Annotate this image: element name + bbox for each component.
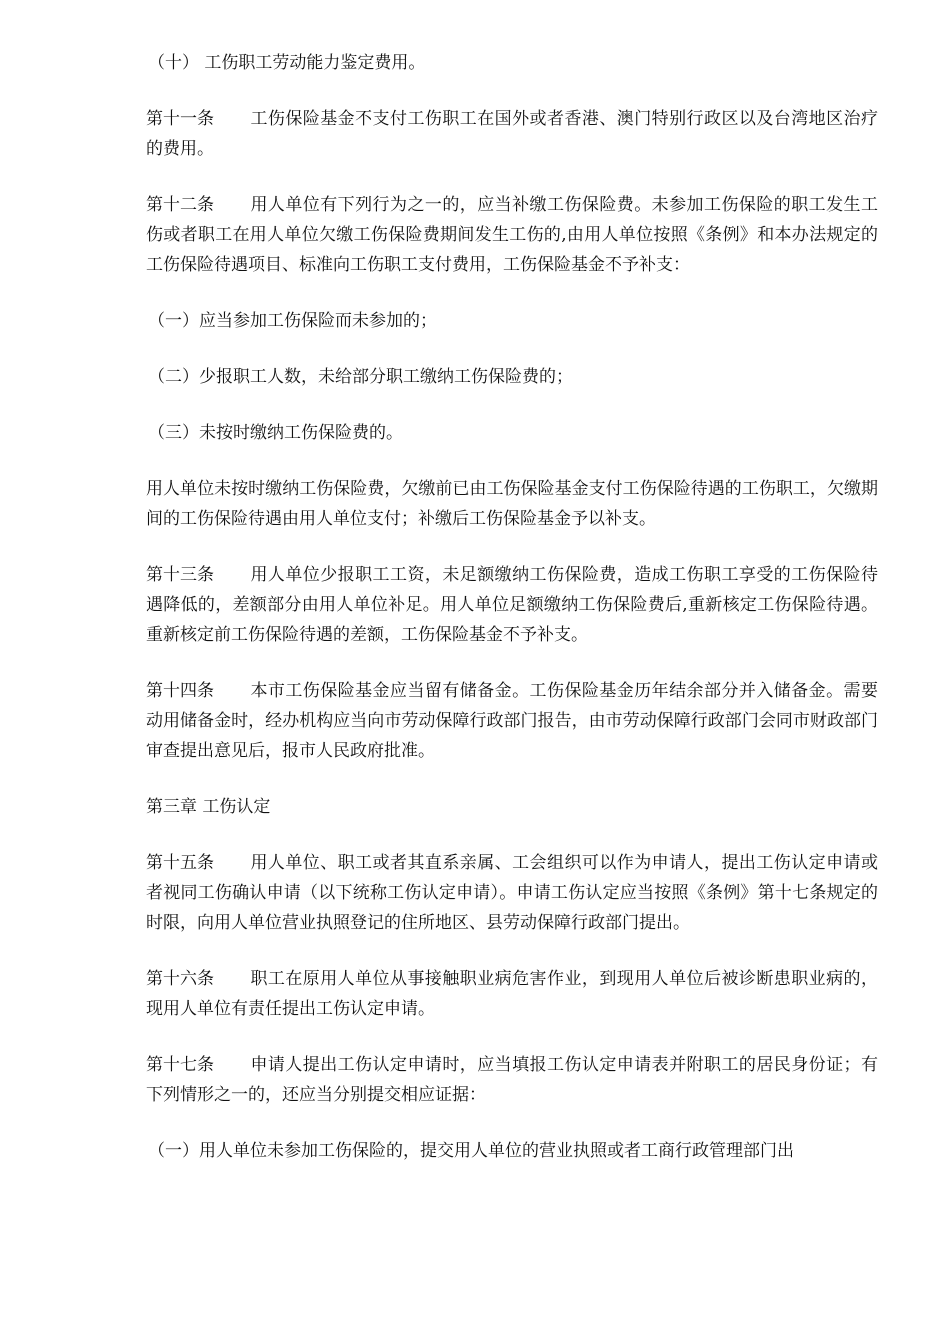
- item-paragraph: （一）应当参加工伤保险而未参加的；: [148, 311, 437, 331]
- article-label: 第十四条: [146, 681, 214, 701]
- article-label: 第十七条: [146, 1055, 214, 1075]
- article-label: 第十一条: [146, 109, 214, 129]
- article-11: [146, 104, 878, 164]
- article-label: 第十六条: [146, 969, 214, 989]
- article-label: 第十五条: [146, 853, 214, 873]
- article-16: [146, 964, 878, 1024]
- article-label: 第十三条: [146, 565, 214, 585]
- article-text: 本市工伤保险基金应当留有储备金。工伤保险基金历年结余部分并入储备金。需要动用储备金时，经办机构应当向市劳动保障行政部门报告，由市劳动保障行政部门会同市财政部门审查提出意见后，报市人民政府批准。: [146, 681, 878, 761]
- article-text: 用人单位少报职工工资，未足额缴纳工伤保险费，造成工伤职工享受的工伤保险待遇降低的，差额部分由用人单位补足。用人单位足额缴纳工伤保险费后,重新核定工伤保险待遇。重新核定前工伤保险待遇的差额，工伤保险基金不予补支。: [146, 565, 878, 645]
- document-page: [146, 48, 878, 1192]
- article-15: [146, 848, 878, 938]
- plain-paragraph: 用人单位未按时缴纳工伤保险费，欠缴前已由工伤保险基金支付工伤保险待遇的工伤职工，欠缴期间的工伤保险待遇由用人单位支付；补缴后工伤保险基金予以补支。: [146, 479, 878, 529]
- chapter-heading: 第三章 工伤认定: [146, 797, 271, 817]
- article-12: [146, 190, 878, 280]
- item-paragraph: （二）少报职工人数，未给部分职工缴纳工伤保险费的；: [148, 367, 573, 387]
- article-text: 用人单位有下列行为之一的，应当补缴工伤保险费。未参加工伤保险的职工发生工伤或者职工在用人单位欠缴工伤保险费期间发生工伤的,由用人单位按照《条例》和本办法规定的工伤保险待遇项目、标准向工伤职工支付费用，工伤保险基金不予补支：: [146, 195, 878, 275]
- item-paragraph: （三）未按时缴纳工伤保险费的。: [148, 423, 403, 443]
- article-14: [146, 676, 878, 766]
- item-paragraph: （十） 工伤职工劳动能力鉴定费用。: [148, 53, 426, 73]
- article-17: [146, 1050, 878, 1110]
- item-paragraph: （一）用人单位未参加工伤保险的，提交用人单位的营业执照或者工商行政管理部门出: [148, 1141, 794, 1161]
- article-text: 工伤保险基金不支付工伤职工在国外或者香港、澳门特别行政区以及台湾地区治疗的费用。: [146, 109, 878, 159]
- article-text: 职工在原用人单位从事接触职业病危害作业，到现用人单位后被诊断患职业病的，现用人单位有责任提出工伤认定申请。: [146, 969, 878, 1019]
- article-text: 用人单位、职工或者其直系亲属、工会组织可以作为申请人，提出工伤认定申请或者视同工伤确认申请（以下统称工伤认定申请）。申请工伤认定应当按照《条例》第十七条规定的时限，向用人单位营业执照登记的住所地区、县劳动保障行政部门提出。: [146, 853, 878, 933]
- article-label: 第十二条: [146, 195, 214, 215]
- article-13: [146, 560, 878, 650]
- article-text: 申请人提出工伤认定申请时，应当填报工伤认定申请表并附职工的居民身份证；有下列情形之一的，还应当分别提交相应证据：: [146, 1055, 878, 1105]
